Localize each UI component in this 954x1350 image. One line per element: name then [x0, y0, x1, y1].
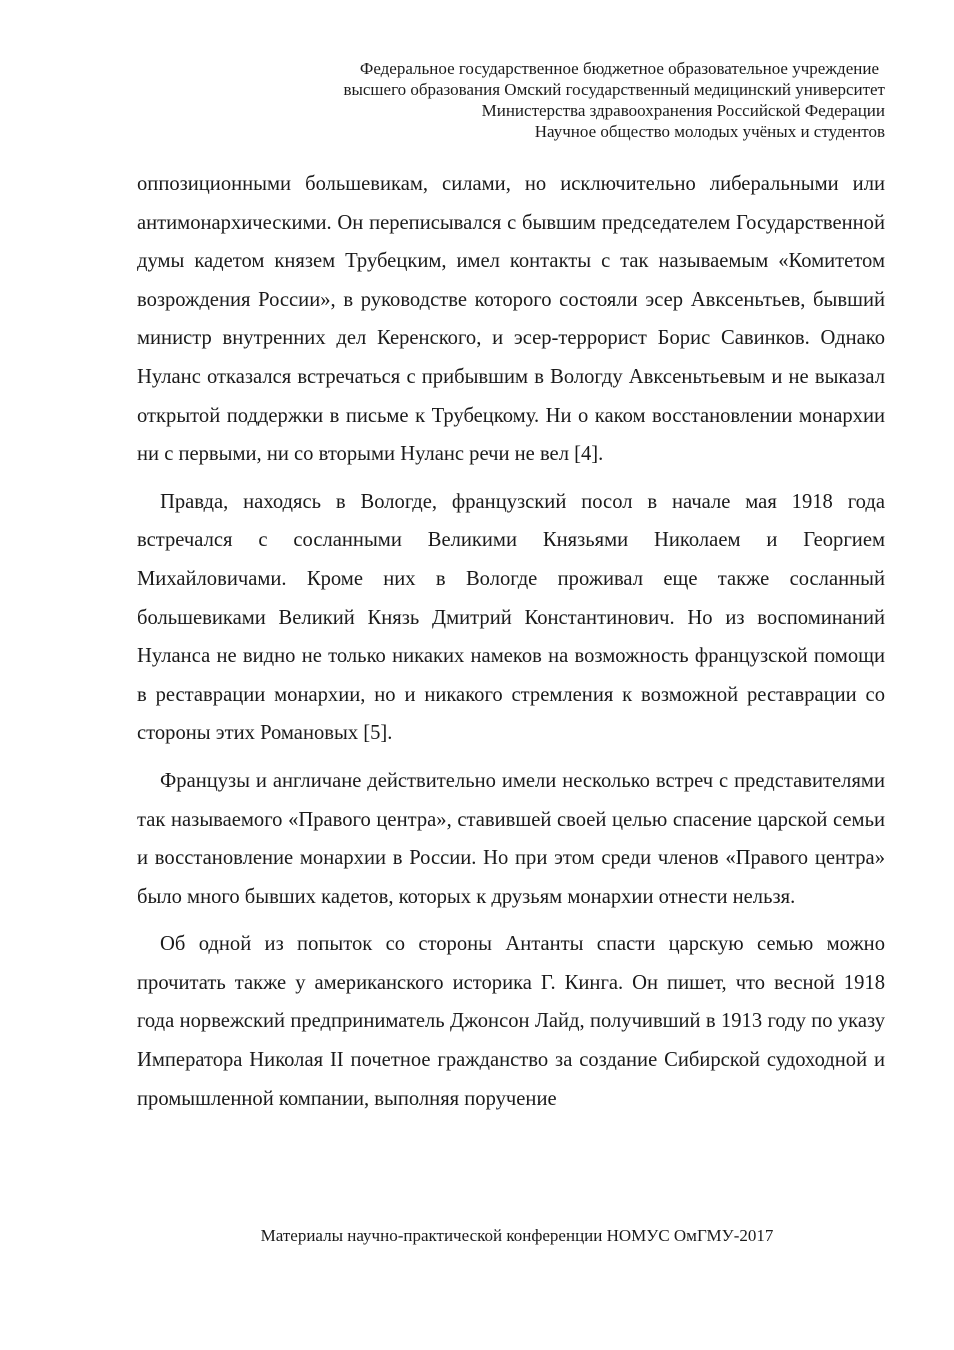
paragraph-1: оппозиционными большевикам, силами, но исключительно либеральными или антимонархическими. Он переписывался с бывшим председателем Государственной думы кадетом князем Трубецким, имел контакты с так называемым «Комитетом возрождения России», в руководстве которого состояли эсер Авксеньтьев, бывший министр внутренних дел Керенского, и эсер-террорист Борис Савинков. Однако Нуланс отказался встречаться с прибывшим в Вологду Авксеньтьевым и не выказал открытой поддержки в письме к Трубецкому. Ни о каком восстановлении монархии ни с первыми, ни со вторыми Нуланс речи не вел [4].	[137, 173, 885, 466]
footer-text: Материалы научно-практической конференции НОМУС ОмГМУ-2017	[260, 1226, 774, 1245]
header-line-society: Научное общество молодых учёных и студентов	[534, 122, 885, 141]
paragraph-4: Об одной из попыток со стороны Антанты спасти царскую семью можно прочитать также у американского историка Г. Кинга. Он пишет, что весной 1918 года норвежский предприниматель Джонсон Лайд, получивший в 1913 году по указу Императора Николая II почетное гражданство за создание Сибирской судоходной и промышленной компании, выполняя поручение	[137, 933, 885, 1110]
header-line-university: высшего образования Омский государственный медицинский университет	[343, 80, 885, 99]
page-footer	[0, 1225, 954, 1247]
header-line-institution: Федеральное государственное бюджетное образовательное учреждение	[359, 59, 879, 78]
main-text	[137, 165, 885, 1118]
header-line-ministry: Министерства здравоохранения Российской Федерации	[481, 101, 885, 120]
page-header	[125, 58, 885, 142]
paragraph-2: Правда, находясь в Вологде, французский посол в начале мая 1918 года встречался с сосланными Великими Князьями Николаем и Георгием Михайловичами. Кроме них в Вологде проживал еще также сосланный большевиками Великий Князь Дмитрий Константинович. Но из воспоминаний Нуланса не видно не только никаких намеков на возможность французской помощи в реставрации монархии, но и никакого стремления к возможной реставрации со стороны этих Романовых [5].	[137, 490, 885, 745]
paragraph-3: Французы и англичане действительно имели несколько встреч с представителями так называемого «Правого центра», ставившей своей целью спасение царской семьи и восстановление монархии в России. Но при этом среди членов «Правого центра» было много бывших кадетов, которых к друзьям монархии отнести нельзя.	[137, 769, 885, 908]
